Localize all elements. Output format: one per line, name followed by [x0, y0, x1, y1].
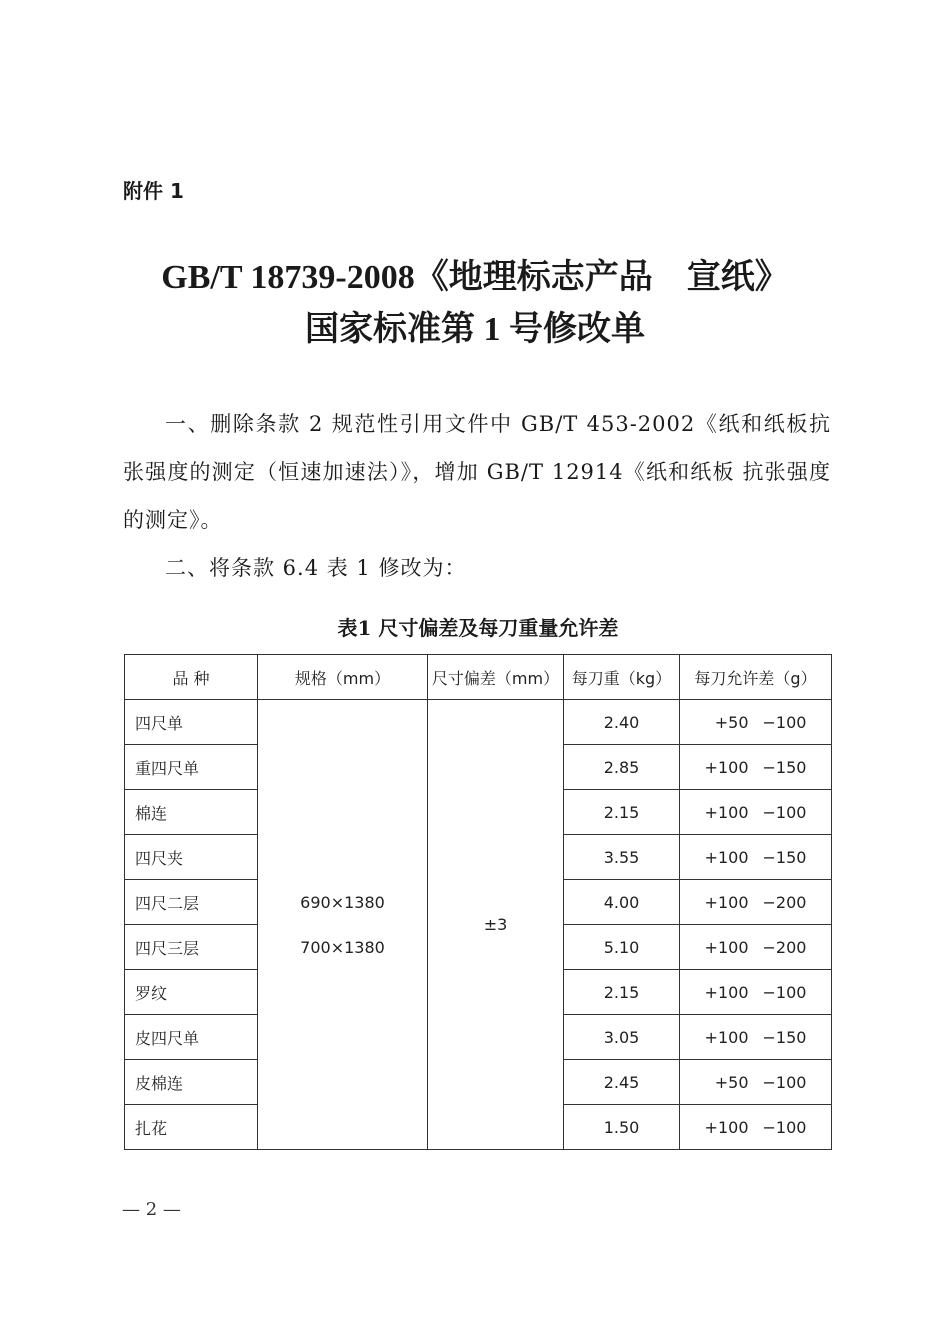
tolerance-cell: [680, 1015, 832, 1060]
size-spec-2: 700×1380: [300, 937, 385, 957]
weight-cell: 2.15: [564, 970, 680, 1015]
size-deviation-cell: ±3: [428, 700, 564, 1150]
tolerance-cell: [680, 970, 832, 1015]
tolerance-minus: −200: [762, 892, 807, 912]
header-weight: 每刀重（kg）: [564, 655, 680, 700]
weight-cell: 5.10: [564, 925, 680, 970]
variety-cell: 四尺单: [125, 700, 258, 745]
tolerance-plus: +50: [714, 1072, 749, 1092]
tolerance-cell: [680, 1060, 832, 1105]
paragraph-2: 二、将条款 6.4 表 1 修改为：: [165, 556, 467, 580]
tolerance-cell: [680, 1105, 832, 1150]
tolerance-minus: −150: [762, 847, 807, 867]
tolerance-minus: −100: [762, 982, 807, 1002]
tolerance-plus: +100: [704, 982, 749, 1002]
spec-table: [124, 654, 832, 1150]
tolerance-minus: −200: [762, 937, 807, 957]
tolerance-cell: [680, 790, 832, 835]
paragraph-1: 一、删除条款 2 规范性引用文件中 GB/T 453-2002《纸和纸板抗张强度的测定（恒速加速法）》，增加 GB/T 12914《纸和纸板 抗张强度的测定》。: [123, 412, 831, 532]
title-line-2: 国家标准第 1 号修改单: [305, 311, 645, 348]
tolerance-plus: +100: [704, 802, 749, 822]
weight-cell: 3.55: [564, 835, 680, 880]
title-line-1: GB/T 18739-2008《地理标志产品 宣纸》: [161, 259, 789, 296]
size-spec-1: 690×1380: [300, 892, 385, 912]
tolerance-plus: +100: [704, 937, 749, 957]
weight-cell: 1.50: [564, 1105, 680, 1150]
attachment-label: 附件 1: [123, 179, 184, 203]
tolerance-cell: [680, 880, 832, 925]
tolerance-minus: −150: [762, 1027, 807, 1047]
table-row: [125, 700, 832, 745]
tolerance-cell: [680, 700, 832, 745]
tolerance-minus: −100: [762, 1072, 807, 1092]
weight-cell: 3.05: [564, 1015, 680, 1060]
tolerance-cell: [680, 835, 832, 880]
weight-cell: 4.00: [564, 880, 680, 925]
variety-cell: 罗纹: [125, 970, 258, 1015]
variety-cell: 皮棉连: [125, 1060, 258, 1105]
tolerance-plus: +100: [704, 892, 749, 912]
variety-cell: 四尺三层: [125, 925, 258, 970]
header-tolerance: 每刀允许差（g）: [680, 655, 832, 700]
variety-cell: 四尺二层: [125, 880, 258, 925]
weight-cell: 2.45: [564, 1060, 680, 1105]
tolerance-minus: −150: [762, 757, 807, 777]
page-number: — 2 —: [122, 1199, 181, 1220]
table-header-row: [125, 655, 832, 700]
tolerance-minus: −100: [762, 802, 807, 822]
tolerance-minus: −100: [762, 712, 807, 732]
size-spec-cell: [258, 700, 428, 1150]
weight-cell: 2.15: [564, 790, 680, 835]
variety-cell: 重四尺单: [125, 745, 258, 790]
variety-cell: 扎花: [125, 1105, 258, 1150]
variety-cell: 棉连: [125, 790, 258, 835]
variety-cell: 皮四尺单: [125, 1015, 258, 1060]
header-size-spec: 规格（mm）: [258, 655, 428, 700]
tolerance-plus: +100: [704, 757, 749, 777]
header-variety: 品 种: [125, 655, 258, 700]
table-caption: 表1 尺寸偏差及每刀重量允许差: [337, 616, 619, 640]
tolerance-cell: [680, 745, 832, 790]
variety-cell: 四尺夹: [125, 835, 258, 880]
tolerance-minus: −100: [762, 1117, 807, 1137]
tolerance-plus: +100: [704, 1027, 749, 1047]
header-size-deviation: 尺寸偏差（mm）: [428, 655, 564, 700]
tolerance-plus: +100: [704, 847, 749, 867]
weight-cell: 2.40: [564, 700, 680, 745]
tolerance-cell: [680, 925, 832, 970]
tolerance-plus: +50: [714, 712, 749, 732]
weight-cell: 2.85: [564, 745, 680, 790]
tolerance-plus: +100: [704, 1117, 749, 1137]
